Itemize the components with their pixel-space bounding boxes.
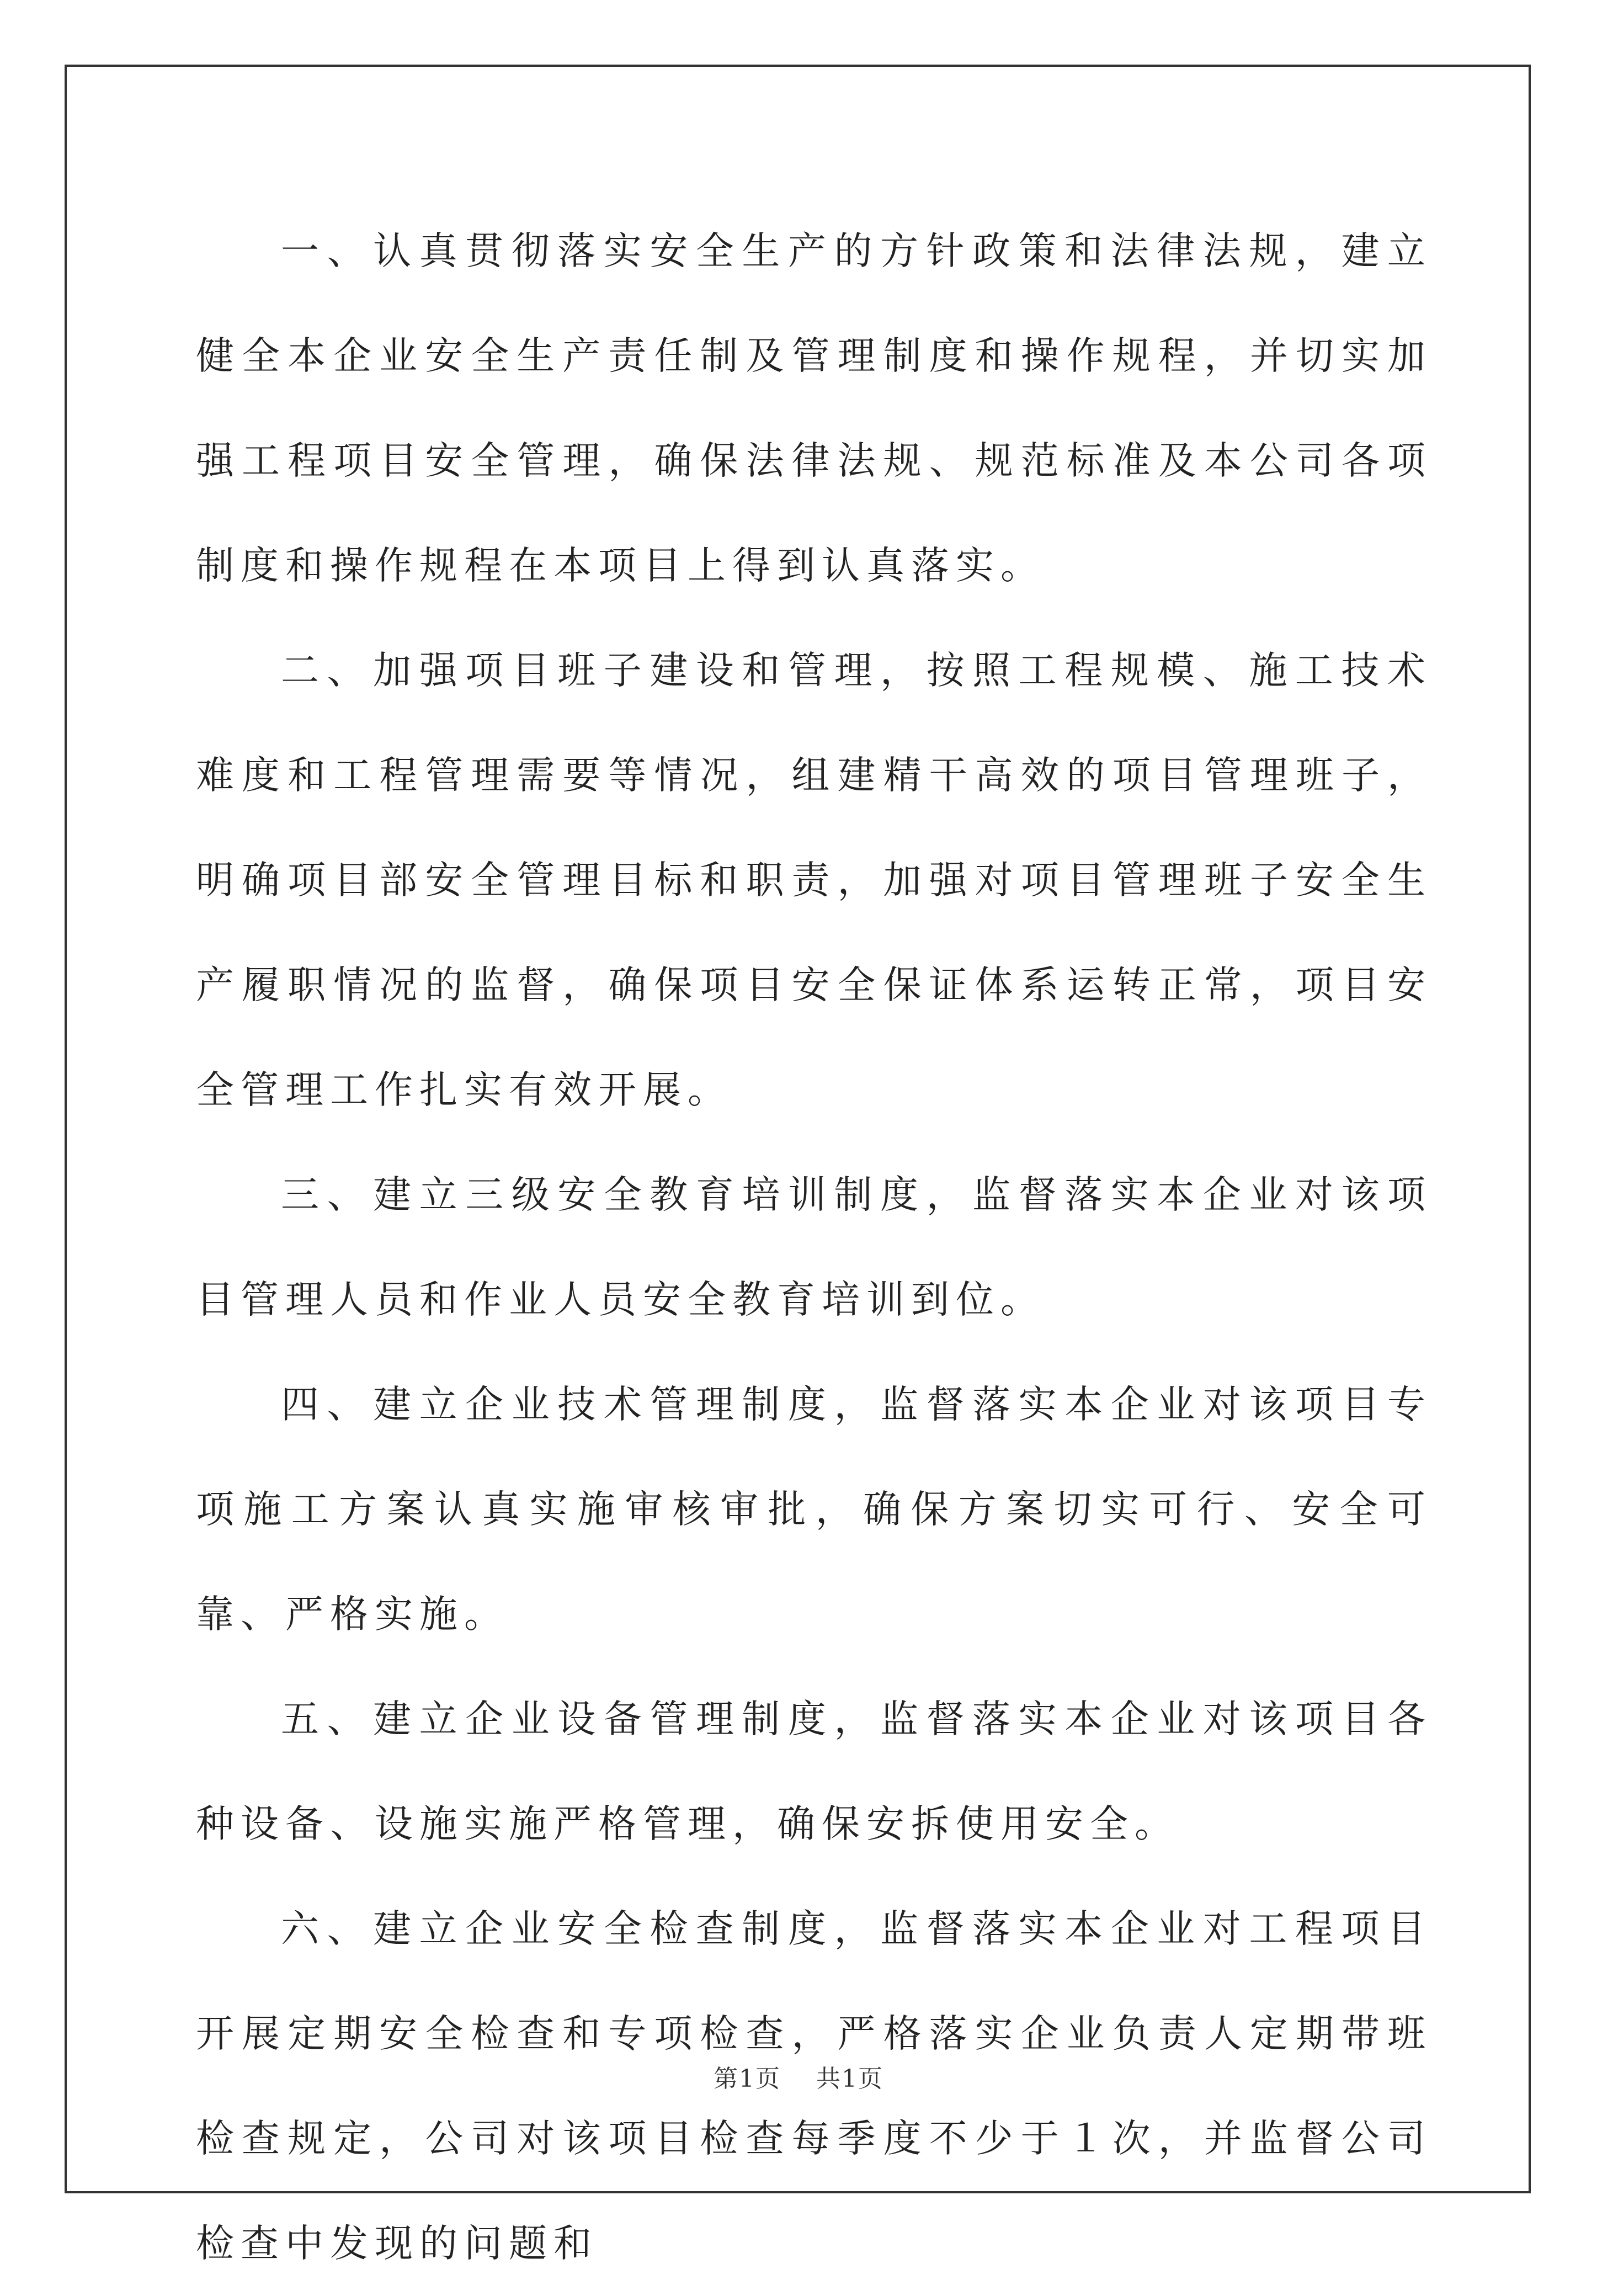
paragraph-3: 三、建立三级安全教育培训制度，监督落实本企业对该项目管理人员和作业人员安全教育培训到位。 [196, 1173, 1432, 1322]
page-number: 第1页 [714, 2065, 781, 2093]
paragraph-2: 二、加强项目班子建设和管理，按照工程规模、施工技术难度和工程管理需要等情况，组建精干高效的项目管理班子，明确项目部安全管理目标和职责，加强对项目管理班子安全生产履职情况的监督，确保项目安全保证体系运转正常，项目安全管理工作扎实有效开展。 [196, 649, 1432, 1112]
page-total: 共1页 [816, 2065, 883, 2093]
paragraph-4: 四、建立企业技术管理制度，监督落实本企业对该项目专项施工方案认真实施审核审批，确保方案切实可行、安全可靠、严格实施。 [196, 1383, 1432, 1636]
paragraph-1: 一、认真贯彻落实安全生产的方针政策和法律法规，建立健全本企业安全生产责任制及管理制度和操作规程，并切实加强工程项目安全管理，确保法律法规、规范标准及本公司各项制度和操作规程在本项目上得到认真落实。 [196, 229, 1432, 588]
document-body [196, 199, 1432, 2296]
paragraph-6: 六、建立企业安全检查制度，监督落实本企业对工程项目开展定期安全检查和专项检查，严格落实企业负责人定期带班检查规定，公司对该项目检查每季度不少于１次，并监督公司检查中发现的问题和 [196, 1907, 1432, 2266]
page-footer [0, 2059, 1597, 2094]
paragraph-5: 五、建立企业设备管理制度，监督落实本企业对该项目各种设备、设施实施严格管理，确保安拆使用安全。 [196, 1697, 1432, 1846]
